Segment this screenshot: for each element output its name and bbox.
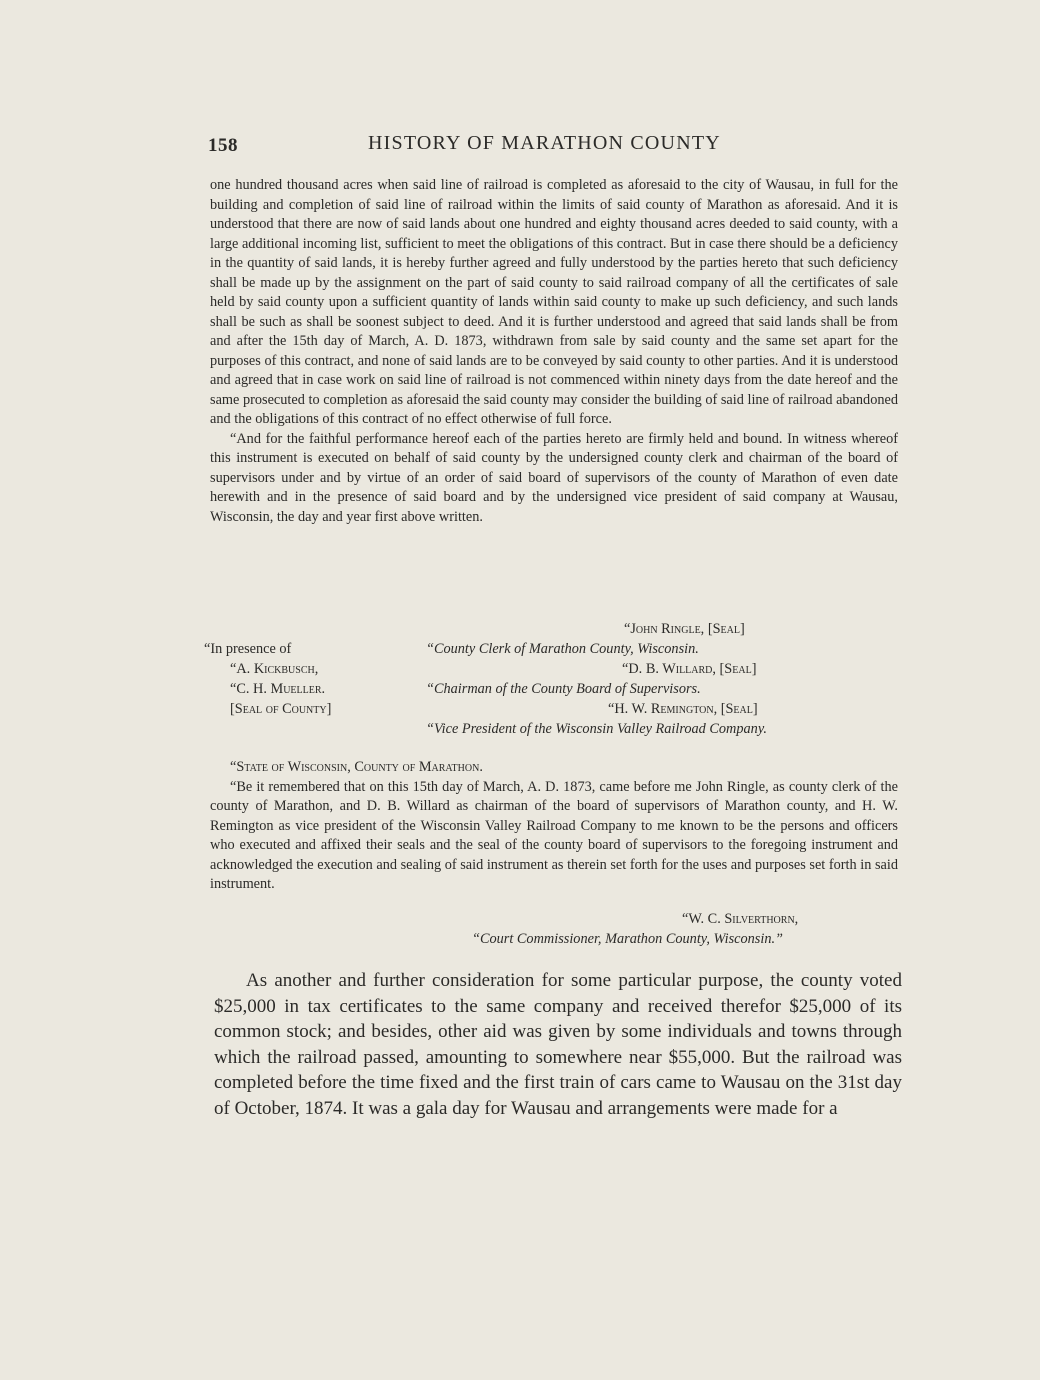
title-vice-president: “Vice President of the Wisconsin Valley Railroad Company.: [426, 721, 767, 737]
county-seal: [Seal of County]: [230, 701, 332, 717]
narrative-paragraph: As another and further consideration for some particular purpose, the county voted $25,000 in tax certificates to the same company and received therefor $25,000 of its common stock; and besides, other aid was given by some individuals and towns through which the railroad passed, amounting to somewhere near $55,000. But the railroad was completed before the time fixed and the first train of cars came to Wausau on the 31st day of October, 1874. It was a gala day for Wausau and arrangements were made for a: [214, 970, 902, 1119]
signature-block: [204, 620, 898, 740]
certificate-paragraph: “Be it remembered that on this 15th day of March, A. D. 1873, came before me John Ringle, as county clerk of the county of Marathon, and D. B. Willard as chairman of the board of supervisors of Marathon county, and H. W. Remington as vice president of the Wisconsin Valley Railroad Company to me known to be the persons and officers who executed and affixed their seals and the seal of the county board of supervisors to the foregoing instrument and acknowledged the execution and sealing of said instrument as therein set forth for the uses and purposes set forth in said instrument.: [210, 778, 898, 892]
narrative-text: [214, 968, 902, 1121]
commissioner-signature: [210, 910, 898, 952]
signature-remington: “H. W. Remington, [Seal]: [608, 701, 758, 717]
contract-text: [210, 176, 898, 527]
title-county-clerk: “County Clerk of Marathon County, Wisconsin.: [426, 641, 699, 657]
certificate-heading: “State of Wisconsin, County of Marathon.: [230, 759, 483, 775]
witness-mueller: “C. H. Mueller.: [230, 681, 326, 697]
presence-label: “In presence of: [204, 641, 292, 657]
running-head: HISTORY OF MARATHON COUNTY: [368, 132, 721, 154]
commissioner-title: “Court Commissioner, Marathon County, Wisconsin.”: [472, 931, 783, 947]
commissioner-name: “W. C. Silverthorn,: [682, 911, 799, 927]
signature-willard: “D. B. Willard, [Seal]: [622, 661, 757, 677]
page-header: [208, 130, 898, 160]
signature-ringle: “John Ringle, [Seal]: [624, 621, 745, 637]
page-number: 158: [208, 135, 238, 156]
witness-kickbusch: “A. Kickbusch,: [230, 661, 319, 677]
contract-paragraph-1: one hundred thousand acres when said line of railroad is completed as aforesaid to the city of Wausau, in full for the building and completion of said line of railroad within the limits of said county of Marathon as aforesaid. And it is understood that there are now of said lands about one hundred and eighty thousand acres deeded to said county, with a large additional incoming list, sufficient to meet the obligations of this contract. But in case there should be a deficiency in the quantity of said lands, it is hereby further agreed and fully understood by the parties hereto that such deficiency shall be made up by the assignment on the part of said county to said railroad company of all the certificates of sale held by said county upon a sufficient quantity of lands within said county to make up such deficiency, and such lands shall be such as shall be soonest subject to deed. And it is further understood and agreed that said lands shall be from and after the 15th day of March, A. D. 1873, withdrawn from sale by said county and the same set apart for the purposes of this contract, and none of said lands are to be conveyed by said county to other parties. And it is understood and agreed that in case work on said line of railroad is not commenced within ninety days from the date hereof and the same prosecuted to completion as aforesaid the said county may consider the building of said line of railroad abandoned and the obligations of this contract of no effect otherwise of full force.: [210, 177, 898, 427]
certificate-text: [210, 758, 898, 895]
contract-paragraph-2: “And for the faithful performance hereof each of the parties hereto are firmly held and bound. In witness whereof this instrument is executed on behalf of said county by the undersigned county clerk and chairman of the board of supervisors under and by virtue of an order of said board of supervisors of the county of Marathon of even date herewith and in the presence of said board and by the undersigned vice president of said company at Wausau, Wisconsin, the day and year first above written.: [210, 430, 898, 525]
title-chairman: “Chairman of the County Board of Supervisors.: [426, 681, 701, 697]
